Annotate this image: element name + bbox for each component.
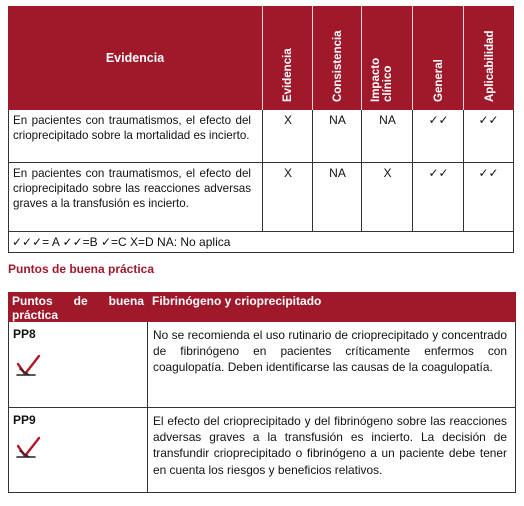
practice-points-table: [8, 292, 516, 492]
evidence-table: [8, 6, 514, 252]
header-cell-impacto: [361, 6, 413, 110]
row-cell: [312, 163, 362, 231]
header-cell-consistencia: [312, 6, 362, 110]
evidence-table-header: [8, 6, 514, 110]
practice-code: PP9: [13, 413, 36, 427]
practice-header-line2: práctica: [12, 308, 59, 322]
check-mark-icon: [15, 436, 41, 460]
table-row: [8, 163, 514, 232]
value-aplicabilidad: ✓✓: [478, 113, 499, 127]
table-row: [8, 110, 514, 163]
value-impacto: NA: [379, 113, 396, 127]
header-general: General: [432, 59, 445, 102]
practice-table-header: [8, 292, 516, 322]
header-cell-general: [412, 6, 464, 110]
practice-header-left: [12, 294, 144, 322]
value-aplicabilidad: ✓✓: [478, 166, 499, 180]
value-evidencia: X: [283, 113, 292, 127]
row-text: En pacientes con traumatismos, el efecto del crioprecipitado sobre la mortalidad es incierto.: [13, 114, 251, 143]
value-consistencia: NA: [329, 166, 346, 180]
row-cell: [262, 110, 313, 162]
practice-text: El efecto del crioprecipitado y del fibrinógeno sobre las reacciones adversas graves a la transfusión es incierto. La decisión de transfundir crioprecipitado o fibrinógeno a un paciente debe tener en cuenta los riesgos y beneficios relativos.: [153, 414, 507, 477]
value-general: ✓✓: [428, 113, 449, 127]
header-impacto-clinico: Impacto clínico: [369, 57, 394, 102]
practice-code: PP8: [13, 327, 36, 341]
value-evidencia: X: [283, 166, 292, 180]
check-mark-icon: [15, 354, 41, 378]
header-aplicabilidad: Aplicabilidad: [483, 30, 496, 102]
row-text: En pacientes con traumatismos, el efecto del crioprecipitado sobre las reacciones adversas graves a la transfusión es incierto.: [13, 167, 251, 211]
value-consistencia: NA: [329, 113, 346, 127]
row-cell: [262, 163, 313, 231]
legend-row: [8, 232, 514, 253]
row-cell: [312, 110, 362, 162]
practice-header-line1: Puntos de buena: [12, 294, 144, 308]
row-cell: [412, 163, 464, 231]
row-cell: [361, 110, 413, 162]
practice-text-cell: [147, 322, 148, 407]
header-evidencia: Evidencia: [282, 48, 294, 102]
grade-legend: ✓✓✓= A ✓✓=B ✓=C X=D NA: No aplica: [12, 235, 231, 249]
row-cell: [412, 110, 464, 162]
section-heading: Puntos de buena práctica: [8, 262, 155, 276]
row-cell: [361, 163, 413, 231]
value-impacto: X: [383, 166, 392, 180]
practice-header-right: Fibrinógeno y crioprecipitado: [152, 294, 322, 308]
header-cell-evidencia: [262, 6, 313, 110]
header-consistencia: Consistencia: [331, 30, 344, 102]
evidence-column-header: Evidencia: [105, 51, 165, 65]
row-cell: [463, 110, 513, 162]
row-cell: [463, 163, 513, 231]
table-row: [8, 322, 516, 408]
table-row: [8, 408, 516, 493]
header-cell-aplicabilidad: [463, 6, 515, 110]
value-general: ✓✓: [428, 166, 449, 180]
practice-text: No se recomienda el uso rutinario de crioprecipitado y concentrado de fibrinógeno en pacientes críticamente enfermos con coagulopatía. Deben identificarse las causas de la coagulopatía.: [153, 328, 507, 375]
practice-text-cell: [147, 408, 148, 492]
